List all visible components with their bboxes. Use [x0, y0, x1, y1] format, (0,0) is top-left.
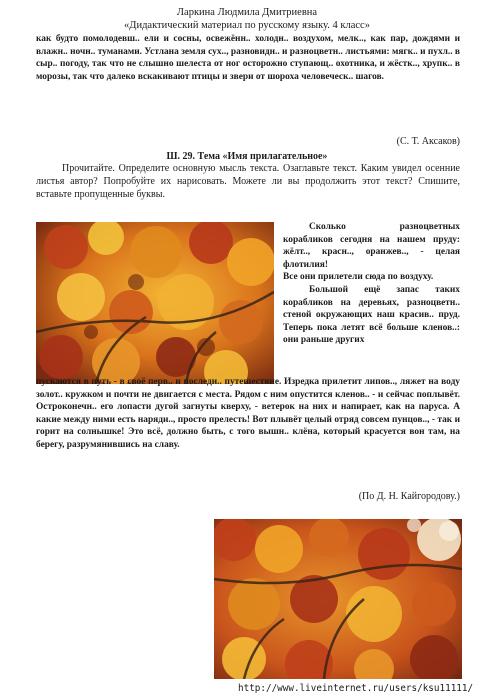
- attribution-kaigorodov: (По Д. Н. Кайгородову.): [358, 491, 460, 502]
- side-paragraph-1: Сколько разноцветных корабликов сегодня на нашем пруду: жёлт.., красн.., оранжев.., - целая флотилия!: [283, 222, 460, 270]
- intro-paragraph: как будто помолодевш.. ели и сосны, освежённ.. холодн.. воздухом, мелк.., как пар, дождями и влажн.. ночн.. туманами. Устлана земля сух.., разновидн.. и разноцветн.. листьями: мягк.. и пухл.. в сыр.. погоду, так что не слышно шелеста от ног осторожно ступающ.. охотника, и жёстк.., хрупк.. в морозы, так что далеко вскакивают птицы и звери от шороха человеческ.. шагов.: [36, 34, 460, 82]
- section-title: Ш. 29. Тема «Имя прилагательное»: [166, 151, 328, 162]
- task-paragraph: Прочитайте. Определите основную мысль текста. Озаглавьте текст. Каким увидел осенние листья автор? Попробуйте их нарисовать. Можете ли вы продолжить этот текст? Спишите, вставьте пропущенные буквы.: [36, 163, 460, 200]
- side-paragraph-3: Большой ещё запас таких корабликов на деревьях, разноцветн.. стеной окружающих наш красив.. пруд. Теперь пока летят всё больше кленов..: они раньше других: [283, 284, 460, 346]
- header-title: «Дидактический материал по русскому языку. 4 класс»: [124, 20, 370, 31]
- side-paragraph-2: Все они прилетели сюда по воздуху.: [283, 272, 434, 283]
- header-author: Ларкина Людмила Дмитриевна: [176, 7, 318, 18]
- attribution-aksakov: (С. Т. Аксаков): [396, 136, 460, 147]
- autumn-maple-photo-2: [214, 519, 462, 679]
- side-paragraphs: [283, 221, 460, 347]
- main-paragraph: пускаются в путь - в своё перв.. и последн.. путешествие. Изредка прилетит липов.., ляжет на воду золот.. кружком и почти не двигается с места. Рядом с ним опустится кленов.. - и сейчас поплывёт. Остроконечн.. его лопасти дугой загнуты кверху, - ветерок на них и напирает, как на паруса. А какие между ними есть наряди.., просто прелесть! Вот плывёт целый отряд совсем пунцов.., - так и горит на солнышке! Это всё, должно быть, с того вышн.. клёна, который красуется вон там, на берегу, разрумянившись на славу.: [36, 377, 460, 450]
- source-url[interactable]: http://www.liveinternet.ru/users/ksu11111/: [238, 683, 474, 694]
- autumn-maple-photo-1: [36, 222, 274, 384]
